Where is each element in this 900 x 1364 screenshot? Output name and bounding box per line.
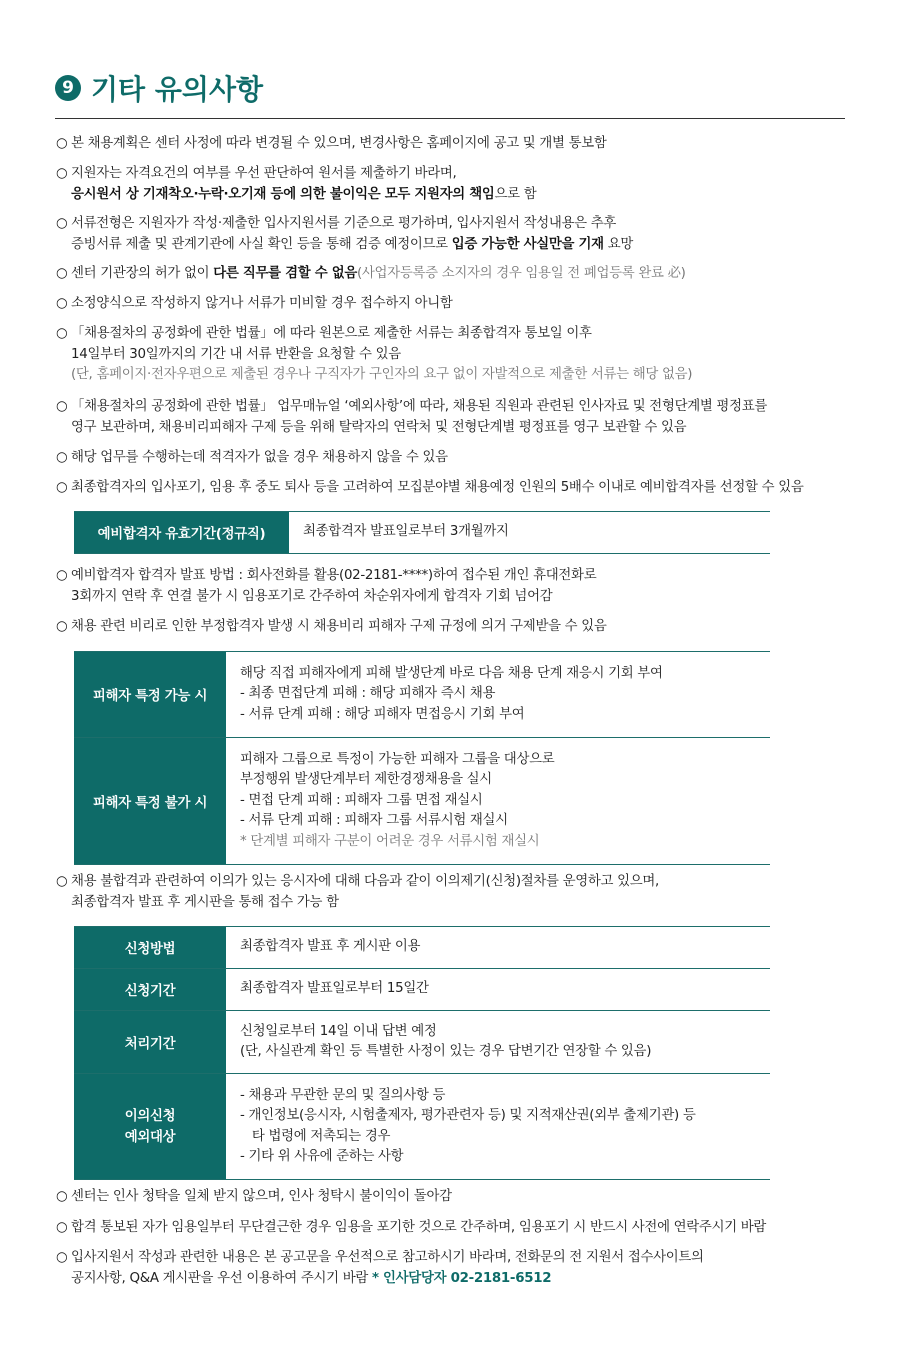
victim-identifiable-header: 피해자 특정 가능 시	[74, 652, 226, 738]
bullet-mark: ○	[56, 450, 68, 465]
bullet-document-screening: ○ 서류전형은 지원자가 작성·제출한 입사지원서를 기준으로 평가하며, 입사지원서 작성내용은 추후 증빙서류 제출 및 관계기관에 사실 확인 등을 통해 검증 예정이므로 입증 가능한 사실만을 기재 요망	[56, 216, 634, 252]
bullet-notice-change: ○ 본 채용계획은 센터 사정에 따라 변경될 수 있으며, 변경사항은 홈페이지에 공고 및 개별 통보함	[56, 134, 607, 155]
reserve-validity-value: 최종합격자 발표일로부터 3개월까지	[289, 512, 770, 554]
section-title: 기타 유의사항	[91, 73, 264, 106]
victim-unidentifiable-header: 피해자 특정 불가 시	[74, 738, 226, 865]
victim-relief-table	[74, 651, 770, 865]
hr-contact-phone: * 인사담당자 02-2181-6512	[371, 1270, 552, 1286]
bullet-document-return: ○ 「채용절차의 공정화에 관한 법률」에 따라 원본으로 제출한 서류는 최종합격자 통보일 이후 14일부터 30일까지의 기간 내 서류 반환을 요청할 수 있음 (단, 홈페이지·전자우편으로 제출된 경우나 구직자가 구인자의 요구 없이 자발적으로 제출한 서류는 해당 없음)	[56, 326, 693, 382]
appeal-period-value: 최종합격자 발표일로부터 15일간	[226, 969, 770, 1011]
bullet-mark: ○	[56, 874, 68, 889]
appeal-exclusion-header: 이의신청 예외대상	[74, 1074, 226, 1180]
processing-period-value: 신청일로부터 14일 이내 답변 예정 (단, 사실관계 확인 등 특별한 사정이 있는 경우 답변기간 연장할 수 있음)	[226, 1011, 770, 1074]
processing-period-header: 처리기간	[74, 1011, 226, 1074]
bullet-inquiry-guidance: ○ 입사지원서 작성과 관련한 내용은 본 공고문을 우선적으로 참고하시기 바라며, 전화문의 전 지원서 접수사이트의 공지사항, Q&A 게시판을 우선 이용하여 주시기 바람 * 인사담당자 02-2181-6512	[56, 1250, 704, 1286]
table-row	[74, 927, 770, 969]
table-row	[74, 738, 770, 865]
appeal-exclusion-content: - 채용과 무관한 문의 및 질의사항 등 - 개인정보(응시자, 시험출제자, 평가관련자 등) 및 지적재산권(외부 출제기관) 등 타 법령에 저촉되는 경우 - 기타 위 사유에 준하는 사항	[226, 1074, 770, 1180]
bullet-mark: ○	[56, 216, 68, 231]
bullet-mark: ○	[56, 1250, 68, 1265]
table-row	[74, 969, 770, 1011]
bullet-dual-job: ○ 센터 기관장의 허가 없이 다른 직무를 겸할 수 없음(사업자등록증 소지자의 경우 임용일 전 폐업등록 완료 必)	[56, 264, 686, 285]
appeal-method-header: 신청방법	[74, 927, 226, 969]
appeal-table	[74, 926, 770, 1180]
header-divider	[55, 118, 845, 119]
victim-unidentifiable-content: 피해자 그룹으로 특정이 가능한 피해자 그룹을 대상으로 부정행위 발생단계부터 제한경쟁채용을 실시 - 면접 단계 피해 : 피해자 그룹 면접 재실시 - 서류 단계 피해 : 피해자 그룹 서류시험 재실시 * 단계별 피해자 구분이 어려운 경우 서류시험 재실시	[226, 738, 770, 865]
bullet-victim-relief: ○ 채용 관련 비리로 인한 부정합격자 발생 시 채용비리 피해자 구제 규정에 의거 구제받을 수 있음	[56, 617, 607, 638]
bullet-mark: ○	[56, 568, 68, 583]
section-header	[55, 68, 263, 108]
table-row	[74, 652, 770, 738]
bullet-mark: ○	[56, 1220, 68, 1235]
reserve-validity-table	[74, 511, 770, 554]
bullet-mark: ○	[56, 1189, 68, 1204]
bullet-no-solicitation: ○ 센터는 인사 청탁을 일체 받지 않으며, 인사 청탁시 불이익이 돌아감	[56, 1187, 452, 1208]
appeal-period-header: 신청기간	[74, 969, 226, 1011]
bullet-permanent-storage: ○ 「채용절차의 공정화에 관한 법률」 업무매뉴얼 ‘예외사항’에 따라, 채용된 직원과 관련된 인사자료 및 전형단계별 평정표를 영구 보관하며, 채용비리피해자 구제 등을 위해 탈락자의 연락처 및 전형단계별 평정표를 영구 보관할 수 있음	[56, 399, 767, 435]
bullet-mark: ○	[56, 136, 68, 151]
bullet-no-qualified: ○ 해당 업무를 수행하는데 적격자가 없을 경우 채용하지 않을 수 있음	[56, 448, 448, 469]
table-row	[74, 1074, 770, 1180]
table-row	[74, 1011, 770, 1074]
reserve-validity-header: 예비합격자 유효기간(정규직)	[74, 512, 289, 554]
bullet-reserve-candidates: ○ 최종합격자의 입사포기, 임용 후 중도 퇴사 등을 고려하여 모집분야별 채용예정 인원의 5배수 이내로 예비합격자를 선정할 수 있음	[56, 478, 804, 499]
bullet-mark: ○	[56, 480, 68, 495]
appeal-method-value: 최종합격자 발표 후 게시판 이용	[226, 927, 770, 969]
bullet-mark: ○	[56, 296, 68, 311]
bullet-mark: ○	[56, 266, 68, 281]
bullet-reserve-notification: ○ 예비합격자 합격자 발표 방법 : 회사전화를 활용(02-2181-****)하여 접수된 개인 휴대전화로 3회까지 연락 후 연결 불가 시 임용포기로 간주하여 차순위자에게 합격자 기회 넘어감	[56, 568, 597, 604]
bullet-appeal-procedure: ○ 채용 불합격과 관련하여 이의가 있는 응시자에 대해 다음과 같이 이의제기(신청)절차를 운영하고 있으며, 최종합격자 발표 후 게시판을 통해 접수 가능 함	[56, 874, 660, 910]
bullet-mark: ○	[56, 166, 68, 181]
victim-identifiable-content: 해당 직접 피해자에게 피해 발생단계 바로 다음 채용 단계 재응시 기회 부여 - 최종 면접단계 피해 : 해당 피해자 즉시 채용 - 서류 단계 피해 : 해당 피해자 면접응시 기회 부여	[226, 652, 770, 738]
bullet-applicant-responsibility: ○ 지원자는 자격요건의 여부를 우선 판단하여 원서를 제출하기 바라며, 응시원서 상 기재착오·누락·오기재 등에 의한 불이익은 모두 지원자의 책임으로 함	[56, 166, 537, 202]
bullet-mark: ○	[56, 619, 68, 634]
section-number-badge: 9	[55, 75, 81, 101]
bullet-mark: ○	[56, 399, 68, 414]
bullet-mark: ○	[56, 326, 68, 341]
bullet-form-requirement: ○ 소정양식으로 작성하지 않거나 서류가 미비할 경우 접수하지 아니함	[56, 294, 452, 315]
bullet-absence-waiver: ○ 합격 통보된 자가 임용일부터 무단결근한 경우 임용을 포기한 것으로 간주하며, 임용포기 시 반드시 사전에 연락주시기 바람	[56, 1218, 766, 1239]
